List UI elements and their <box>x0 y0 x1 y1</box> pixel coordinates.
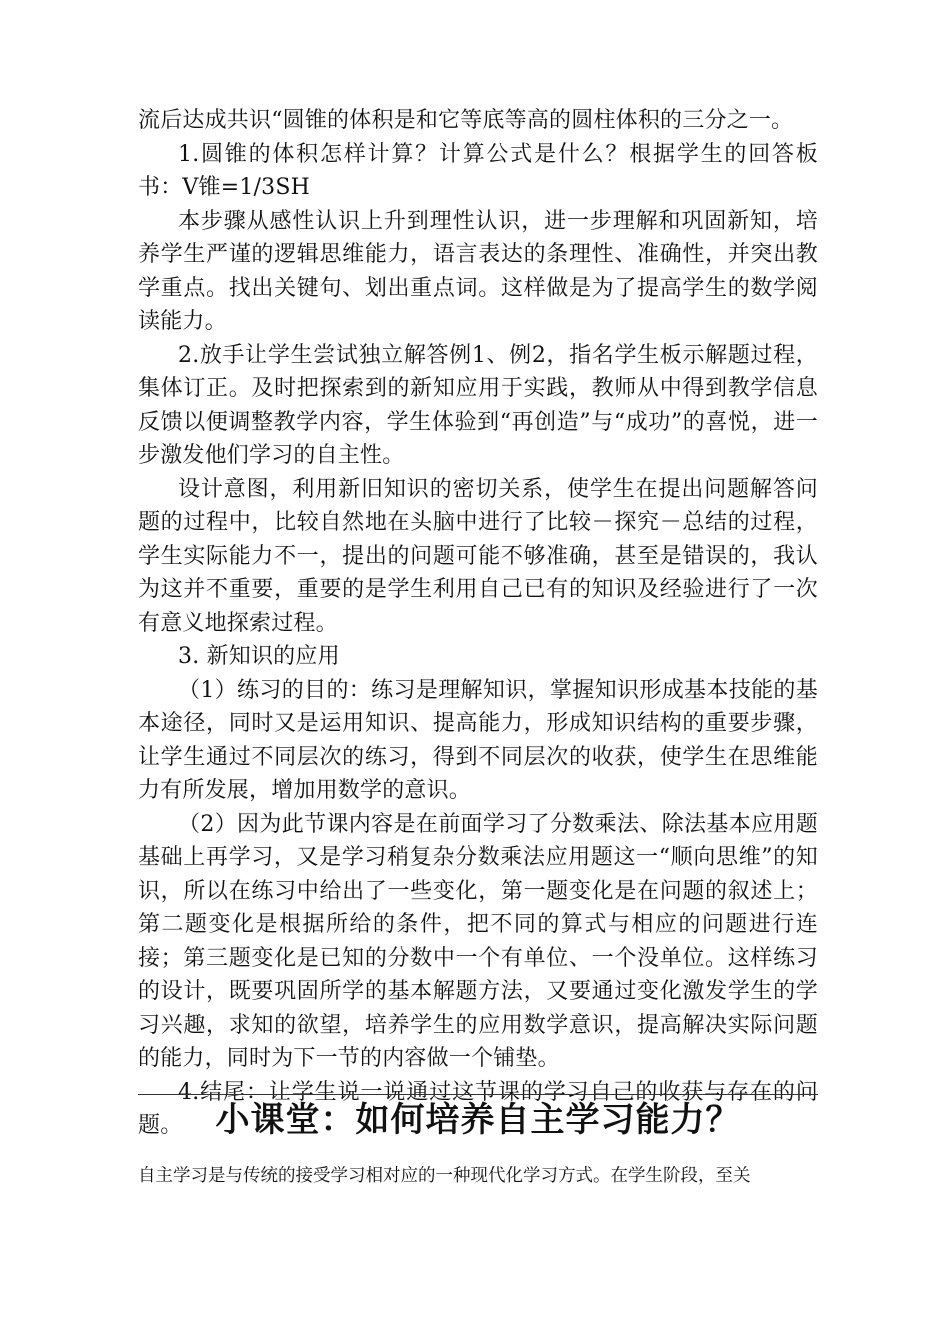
paragraph-continuation: 流后达成共识“圆锥的体积是和它等底等高的圆柱体积的三分之一。 <box>138 108 794 133</box>
section-intro-text: 自主学习是与传统的接受学习相对应的一种现代化学习方式。在学生阶段，至关 <box>138 1166 751 1186</box>
paragraph-step-2: 2.放手让学生尝试独立解答例1、例2，指名学生板示解题过程，集体订正。及时把探索到的新知应用于实践，教师从中得到教学信息反馈以便调整教学内容，学生体验到“再创造”与“成功”的喜悦，进一步激发他们学习的自主性。 <box>138 342 818 468</box>
section-heading: 小课堂：如何培养自主学习能力？ <box>215 1100 741 1140</box>
paragraph-step-4-ending: 4.结尾：让学生说一说通过这节课的学习自己的收获与存在的问题。 <box>138 1079 818 1138</box>
paragraph-exercise-purpose: （1）练习的目的：练习是理解知识，掌握知识形成基本技能的基本途径，同时又是运用知识、提高能力，形成知识结构的重要步骤，让学生通过不同层次的练习，得到不同层次的收获，使学生在思维能力有所发展，增加用数学的意识。 <box>138 677 818 803</box>
section-divider <box>138 1094 818 1095</box>
paragraph-design-intent: 设计意图，利用新旧知识的密切关系，使学生在提出问题解答问题的过程中，比较自然地在头脑中进行了比较－探究－总结的过程，学生实际能力不一，提出的问题可能不够准确，甚至是错误的，我认为这并不重要，重要的是学生利用自己已有的知识及经验进行了一次有意义地探索过程。 <box>138 476 818 636</box>
document-body <box>138 104 818 1143</box>
paragraph-step-1: 1.圆锥的体积怎样计算？计算公式是什么？根据学生的回答板书：V锥=1/3SH <box>138 141 818 200</box>
paragraph-step-3-title: 3. 新知识的应用 <box>178 644 340 669</box>
paragraph-exercise-design: （2）因为此节课内容是在前面学习了分数乘法、除法基本应用题基础上再学习，又是学习稍复杂分数乘法应用题这一“顺向思维”的知识，所以在练习中给出了一些变化，第一题变化是在问题的叙述上；第二题变化是根据所给的条件，把不同的算式与相应的问题进行连接；第三题变化是已知的分数中一个有单位、一个没单位。这样练习的设计，既要巩固所学的基本解题方法，又要通过变化激发学生的学习兴趣，求知的欲望，培养学生的应用数学意识，提高解决实际问题的能力，同时为下一节的内容做一个铺垫。 <box>138 811 818 1071</box>
paragraph-step-1-rationale: 本步骤从感性认识上升到理性认识，进一步理解和巩固新知，培养学生严谨的逻辑思维能力，语言表达的条理性、准确性，并突出教学重点。找出关键句、划出重点词。这样做是为了提高学生的数学阅读能力。 <box>138 208 818 334</box>
